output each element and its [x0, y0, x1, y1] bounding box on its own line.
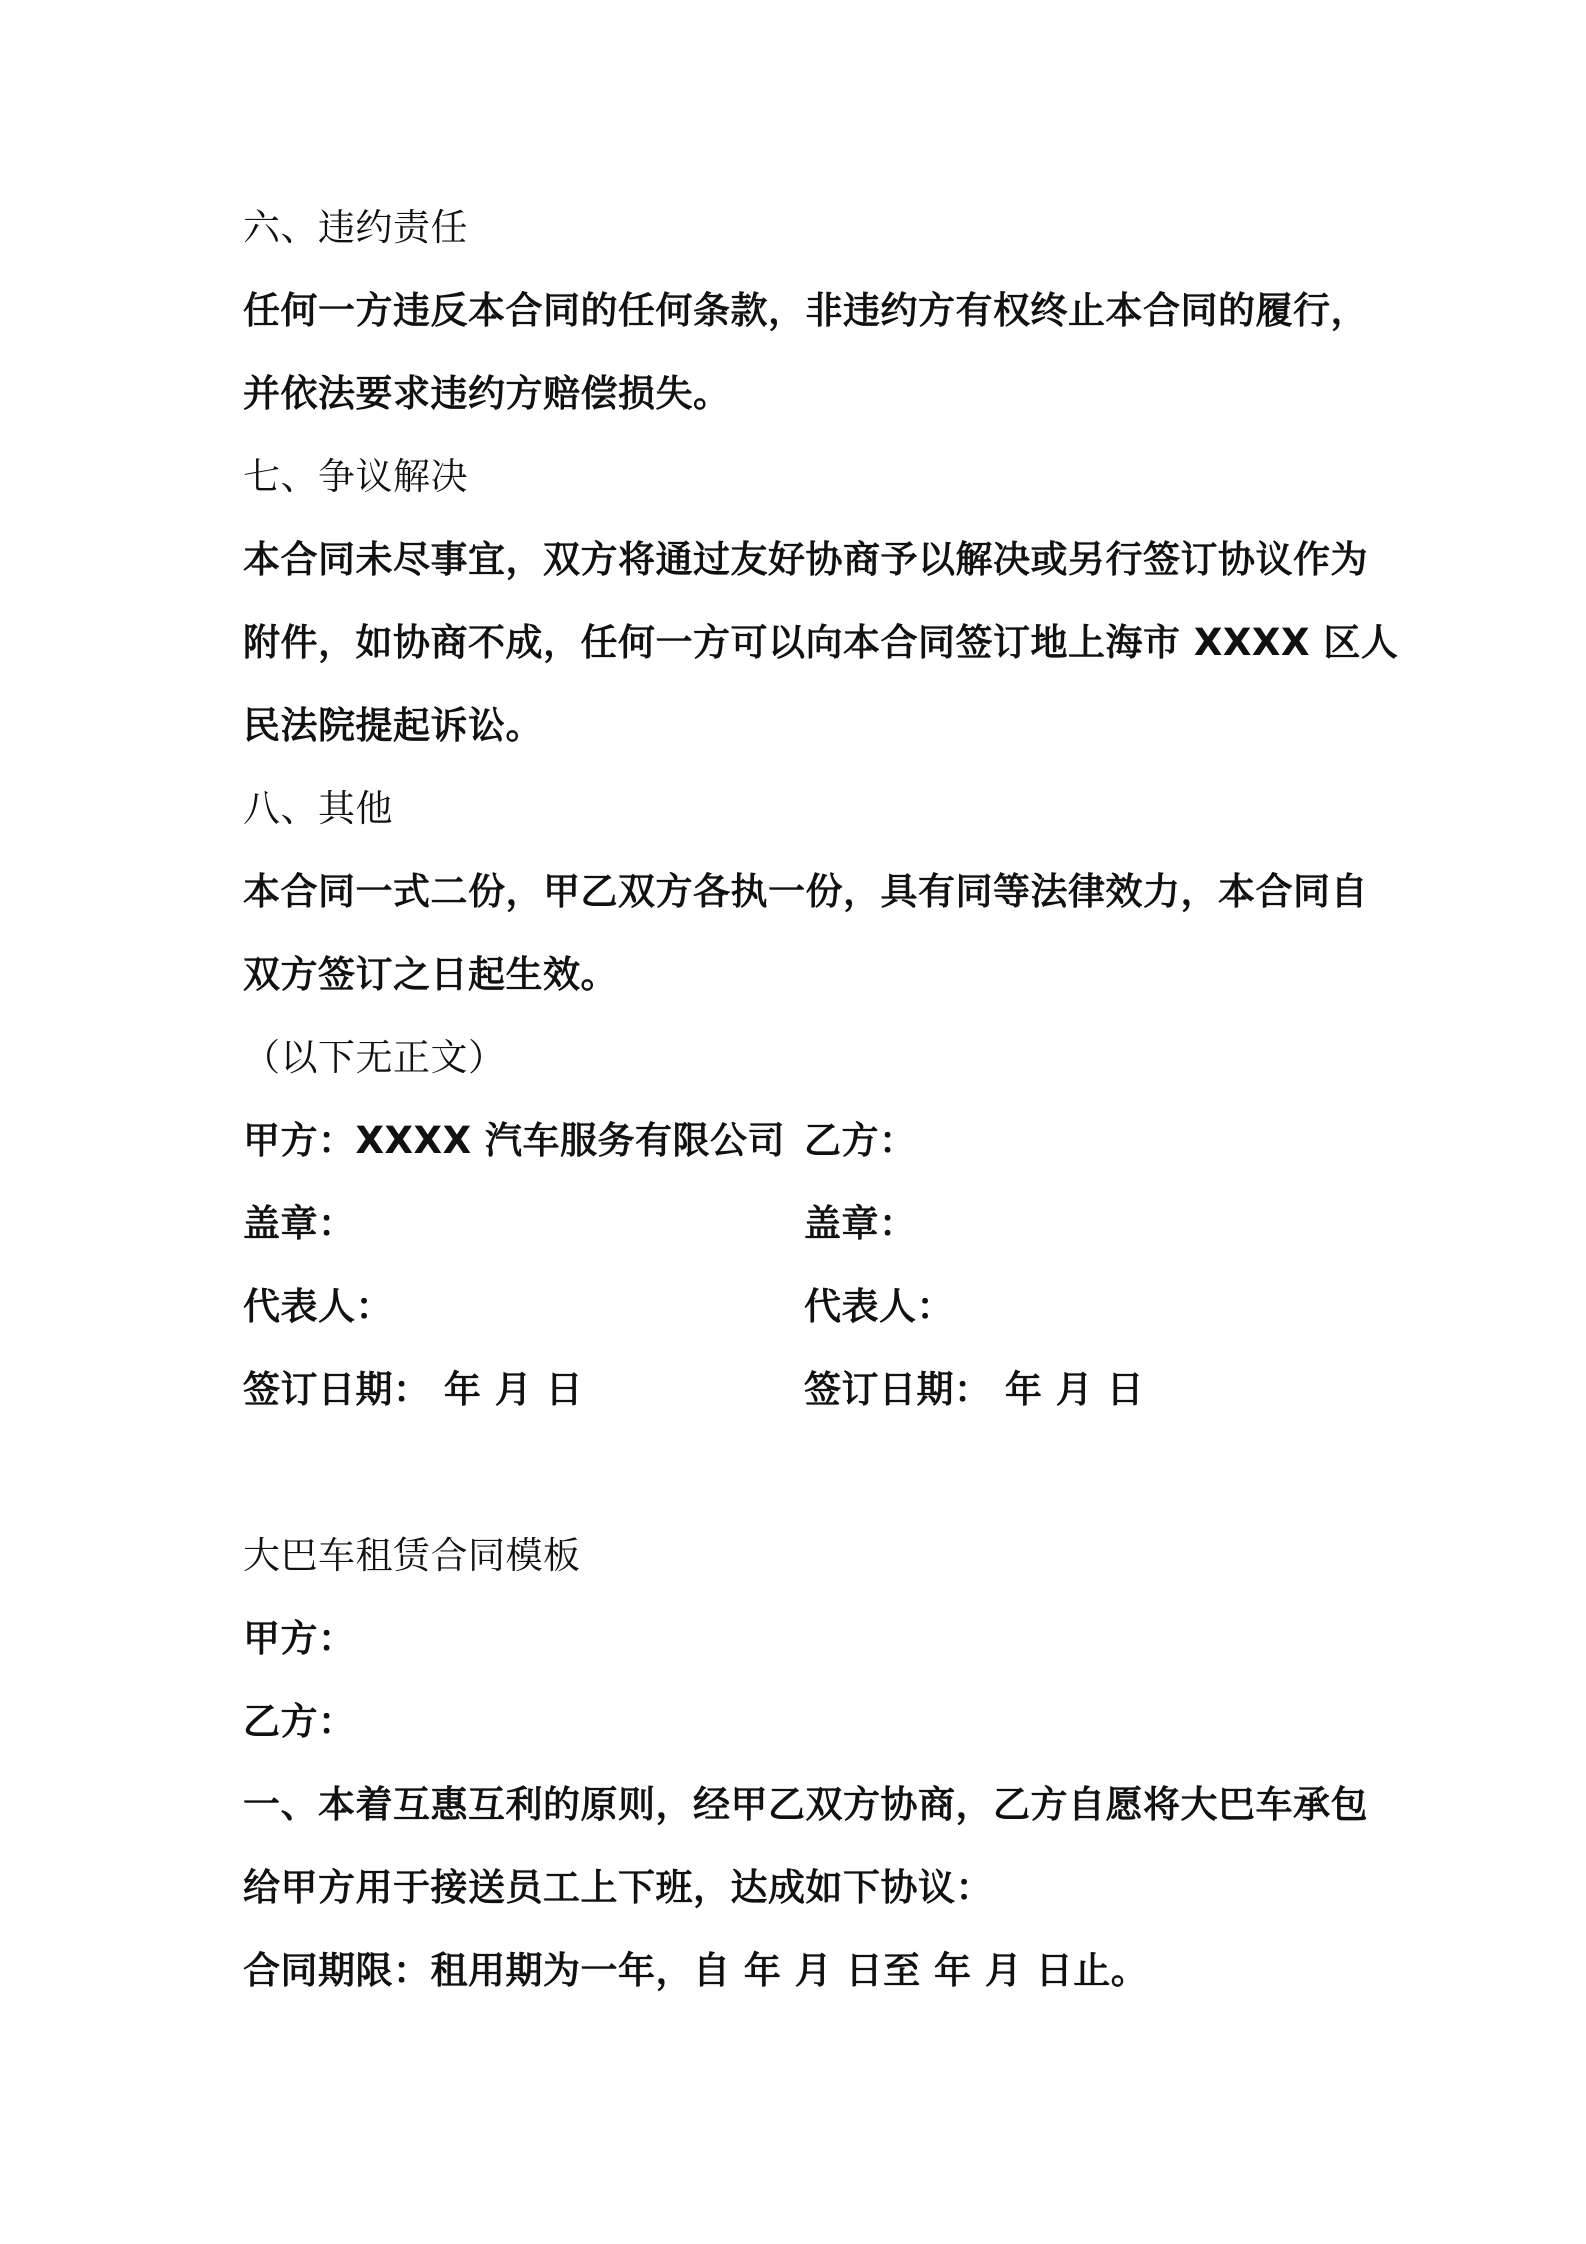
template-clause-1-line-2: 给甲方用于接送员工上下班，达成如下协议： — [243, 1866, 993, 1909]
template-party-b: 乙方： — [243, 1700, 356, 1743]
section-8-title: 八、其他 — [243, 787, 393, 830]
no-more-text-note: （以下无正文） — [243, 1036, 506, 1079]
party-b-name: 乙方： — [804, 1119, 917, 1162]
template-clause-1-line-1: 一、本着互惠互利的原则，经甲乙双方协商，乙方自愿将大巴车承包 — [243, 1783, 1368, 1826]
party-a-name: 甲方：XXXX 汽车服务有限公司 — [243, 1119, 785, 1162]
section-6-paragraph-line-2: 并依法要求违约方赔偿损失。 — [243, 372, 731, 415]
party-b-seal: 盖章： — [804, 1202, 917, 1245]
party-b-representative: 代表人： — [804, 1285, 954, 1328]
party-b-sign-date: 签订日期： 年 月 日 — [804, 1368, 1145, 1411]
template-contract-term: 合同期限：租用期为一年，自 年 月 日至 年 月 日止。 — [243, 1949, 1149, 1992]
section-7-paragraph-line-3: 民法院提起诉讼。 — [243, 704, 543, 747]
party-a-sign-date: 签订日期： 年 月 日 — [243, 1368, 584, 1411]
template-title: 大巴车租赁合同模板 — [243, 1534, 581, 1577]
section-6-title: 六、违约责任 — [243, 206, 468, 249]
section-7-title: 七、争议解决 — [243, 455, 468, 498]
party-a-representative: 代表人： — [243, 1285, 393, 1328]
section-7-paragraph-line-2: 附件，如协商不成，任何一方可以向本合同签订地上海市 XXXX 区人 — [243, 621, 1399, 664]
template-party-a: 甲方： — [243, 1617, 356, 1660]
section-8-paragraph-line-1: 本合同一式二份，甲乙双方各执一份，具有同等法律效力，本合同自 — [243, 870, 1368, 913]
section-7-paragraph-line-1: 本合同未尽事宜，双方将通过友好协商予以解决或另行签订协议作为 — [243, 538, 1368, 581]
section-8-paragraph-line-2: 双方签订之日起生效。 — [243, 953, 618, 996]
section-6-paragraph-line-1: 任何一方违反本合同的任何条款，非违约方有权终止本合同的履行， — [243, 289, 1368, 332]
party-a-seal: 盖章： — [243, 1202, 356, 1245]
